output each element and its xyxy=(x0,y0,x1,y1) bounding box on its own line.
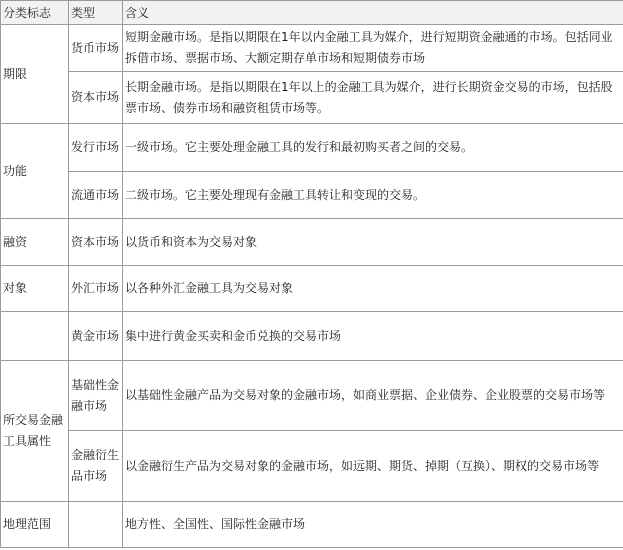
category-period: 期限 xyxy=(1,25,69,124)
type-cell: 黄金市场 xyxy=(69,312,123,361)
meaning-cell: 地方性、全国性、国际性金融市场 xyxy=(123,502,623,548)
category-attribute: 所交易金融工具属性 xyxy=(1,361,69,502)
header-row xyxy=(1,1,623,25)
table-row xyxy=(1,124,623,172)
meaning-cell: 集中进行黄金买卖和金币兑换的交易市场 xyxy=(123,312,623,361)
table-row xyxy=(1,431,623,502)
table-row xyxy=(1,25,623,72)
type-cell: 外汇市场 xyxy=(69,266,123,312)
type-cell: 金融衍生品市场 xyxy=(69,431,123,502)
category-geography: 地理范围 xyxy=(1,502,69,548)
meaning-cell: 长期金融市场。是指以期限在1年以上的金融工具为媒介，进行长期资金交易的市场，包括股票市场、债券市场和融资租赁市场等。 xyxy=(123,72,623,124)
type-cell: 货币市场 xyxy=(69,25,123,72)
table-row xyxy=(1,361,623,431)
header-category: 分类标志 xyxy=(1,1,69,25)
table-row xyxy=(1,172,623,219)
category-financing: 融资 xyxy=(1,219,69,266)
table-row xyxy=(1,502,623,548)
category-object: 对象 xyxy=(1,266,69,312)
type-cell: 资本市场 xyxy=(69,72,123,124)
type-cell: 流通市场 xyxy=(69,172,123,219)
type-cell: 资本市场 xyxy=(69,219,123,266)
table-row xyxy=(1,312,623,361)
header-type: 类型 xyxy=(69,1,123,25)
meaning-cell: 以货币和资本为交易对象 xyxy=(123,219,623,266)
table-row xyxy=(1,219,623,266)
type-cell xyxy=(69,502,123,548)
header-meaning: 含义 xyxy=(123,1,623,25)
meaning-cell: 二级市场。它主要处理现有金融工具转让和变现的交易。 xyxy=(123,172,623,219)
meaning-cell: 以基础性金融产品为交易对象的金融市场，如商业票据、企业债券、企业股票的交易市场等 xyxy=(123,361,623,431)
table-row xyxy=(1,266,623,312)
table-row xyxy=(1,72,623,124)
meaning-cell: 以金融衍生产品为交易对象的金融市场，如远期、期货、掉期（互换）、期权的交易市场等 xyxy=(123,431,623,502)
meaning-cell: 一级市场。它主要处理金融工具的发行和最初购买者之间的交易。 xyxy=(123,124,623,172)
category-empty xyxy=(1,312,69,361)
meaning-cell: 短期金融市场。是指以期限在1年以内金融工具为媒介，进行短期资金融通的市场。包括同业拆借市场、票据市场、大额定期存单市场和短期债券市场 xyxy=(123,25,623,72)
type-cell: 发行市场 xyxy=(69,124,123,172)
type-cell: 基础性金融市场 xyxy=(69,361,123,431)
meaning-cell: 以各种外汇金融工具为交易对象 xyxy=(123,266,623,312)
category-function: 功能 xyxy=(1,124,69,219)
